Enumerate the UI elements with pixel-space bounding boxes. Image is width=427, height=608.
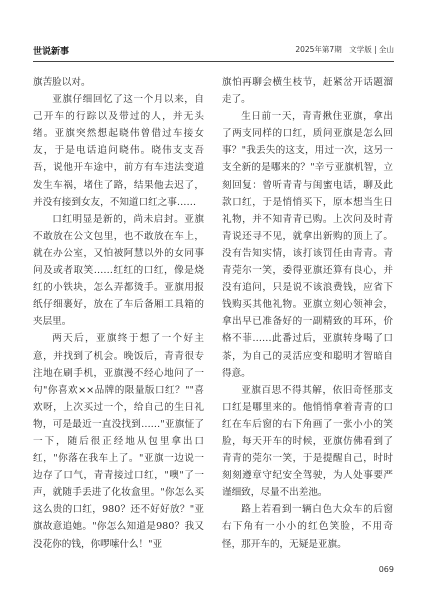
paragraph: 旗怕再聊会横生枝节，赶紧岔开话题溜走了。: [222, 77, 393, 106]
right-column: [222, 74, 393, 553]
page-header: [33, 44, 394, 58]
page-number: 069: [378, 565, 394, 574]
column-title: 世说新事: [33, 47, 70, 57]
header-divider: [33, 61, 394, 62]
issue-info: 2025年第7期 文学版 | 全山: [295, 45, 394, 54]
paragraph: 两天后，亚旗终于想了一个好主意，并找到了机会。晚饭后，青青很专注地在刷手机，亚旗漫不经心地问了一句"你喜欢××品牌的限量版口红？""喜欢呀，上次买过一个，给自己的生日礼物，可是最近一直没找到……"亚旗怔了一下，随后很正经地从包里拿出口红，"你落在我车上了。"亚旗一边说一边存了口气，青青接过口红，"噢"了一声，就随手丢进了化妆盒里。"你怎么买这么贵的口红，980？还不好好放？"亚旗故意追她。"你怎么知道是980？我又没花你的钱，你啰嗦什么！"亚: [33, 333, 204, 550]
left-column: [33, 74, 204, 553]
paragraph: 亚旗百思不得其解，依旧奇怪那支口红是哪里来的。他悄悄拿着青青的口红在车后窗的右下角画了一张小小的笑脸，每天开车的时候，亚旗仿佛看到了青青的莞尔一笑，于是提醒自己，时时刻刻遵章守纪安全驾驶，为人处事要严谨细致，尽量不出差池。: [222, 384, 393, 499]
paragraph: 口红明显是新的，尚未启封。亚旗不敢放在公文包里，也不敢放在车上，就在办公室，又怕被阿慧以外的女同事问及或者取笑……红红的口红，像是烧红的小铁块，怎么弄都烫手。亚旗用报纸仔细裹好，放在了车后备厢工具箱的夹层里。: [33, 213, 204, 328]
paragraph: 路上若看到一辆白色大众车的后窗右下角有一小小的红色笑脸，不用奇怪，那开车的，无疑是亚旗。: [222, 504, 393, 550]
paragraph: 旗苦脸以对。: [33, 77, 91, 88]
paragraph: 生日前一天，青青揪住亚旗，拿出了两支同样的口红，质问亚旗是怎么回事？"我丢失的这支，用过一次，这另一支全新的是哪来的？"辛亏亚旗机智，立刻回复：曾听青青与闺蜜电话，聊及此款口红，于是悄悄买下，原本想当生日礼物，并不知青青已购。上次问及时青青说还寻不见，就拿出新购的顶上了。没有告知实情，该打该罚任由青青。青青莞尔一笑，委得亚旗还算有良心，并没有追问，只是说不该浪费钱，应省下钱购买其他礼物。亚旗立刻心领神会，拿出早已准备好的一副精致的耳环，价格不菲……此番过后，亚旗转身喝了口茶，为自己的灵活应变和聪明才智暗自得意。: [222, 111, 393, 379]
paragraph: 亚旗仔细回忆了这一个月以来，自己开车的行踪以及带过的人，并无头绪。亚旗突然想起晓伟曾借过车接女友，于是电话追问晓伟。晓伟支支吾吾，说他开车途中，前方有车违法变道发生车祸，堵住了路，结果他去迟了，并没有接到女友，不知道口红之事……: [33, 94, 204, 208]
